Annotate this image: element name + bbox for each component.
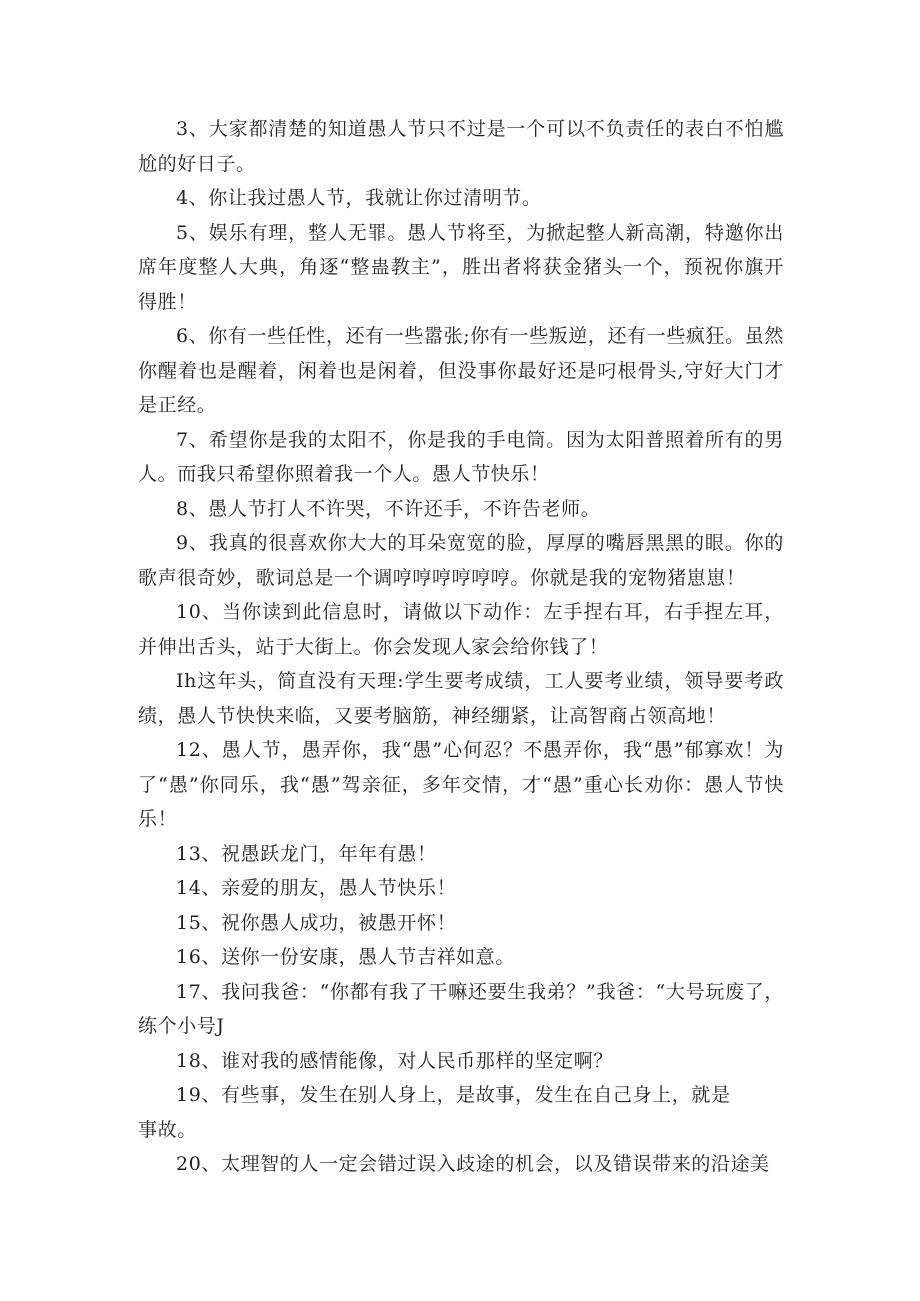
paragraph-18: 18、谁对我的感情能像，对人民币那样的坚定啊？ <box>176 1049 613 1072</box>
paragraph-15: 15、祝你愚人成功，被愚开怀！ <box>176 911 457 934</box>
paragraph-20: 20、太理智的人一定会错过误入歧途的机会，以及错误带来的沿途美 <box>176 1153 770 1175</box>
paragraph-6: 6、你有一些任性，还有一些嚣张;你有一些叛逆，还有一些疯狂。虽然你醒着也是醒着，闲着也是闲着，但没事你最好还是叼根骨头,守好大门才是正经。 <box>138 325 784 416</box>
paragraph-11: Ih这年头，简直没有天理:学生要考成绩，工人要考业绩，领导要考政绩，愚人节快快来临，又要考脑筋，神经绷紧，让高智商占领高地！ <box>138 670 784 727</box>
paragraph-13: 13、祝愚跃龙门，年年有愚！ <box>176 842 437 865</box>
paragraph-8: 8、愚人节打人不许哭，不许还手，不许告老师。 <box>176 497 601 520</box>
paragraph-9: 9、我真的很喜欢你大大的耳朵宽宽的脸，厚厚的嘴唇黑黑的眼。你的歌声很奇妙，歌词总是一个调哼哼哼哼哼哼。你就是我的宠物猪崽崽！ <box>138 532 784 589</box>
paragraph-7: 7、希望你是我的太阳不，你是我的手电筒。因为太阳普照着所有的男人。而我只希望你照着我一个人。愚人节快乐！ <box>138 428 784 485</box>
paragraph-12: 12、愚人节，愚弄你，我“愚”心何忍？不愚弄你，我“愚”郁寡欢！为了“愚”你同乐，我“愚”驾亲征，多年交情，才“愚”重心长劝你：愚人节快乐！ <box>138 739 784 830</box>
paragraph-4: 4、你让我过愚人节，我就让你过清明节。 <box>176 187 542 209</box>
paragraph-14: 14、亲爱的朋友，愚人节快乐！ <box>176 877 457 899</box>
document-body <box>138 112 784 1182</box>
paragraph-10: 10、当你读到此信息时，请做以下动作：左手捏右耳，右手捏左耳，并伸出舌头，站于大街上。你会发现人家会给你钱了！ <box>138 601 784 658</box>
paragraph-16: 16、送你一份安康，愚人节吉祥如意。 <box>176 946 515 968</box>
paragraph-19: 19、有些事，发生在别人身上，是故事，发生在自己身上，就是 事故。 <box>138 1084 731 1141</box>
paragraph-5: 5、娱乐有理，整人无罪。愚人节将至，为掀起整人新高潮，特邀你出席年度整人大典，角逐“整蛊教主”，胜出者将获金猪头一个，预祝你旗开得胜！ <box>138 221 784 313</box>
paragraph-3: 3、大家都清楚的知道愚人节只不过是一个可以不负责任的表白不怕尴尬的好日子。 <box>138 118 784 175</box>
paragraph-17: 17、我问我爸：“你都有我了干嘛还要生我弟？”我爸：“大号玩废了，练个小号J <box>138 980 784 1037</box>
